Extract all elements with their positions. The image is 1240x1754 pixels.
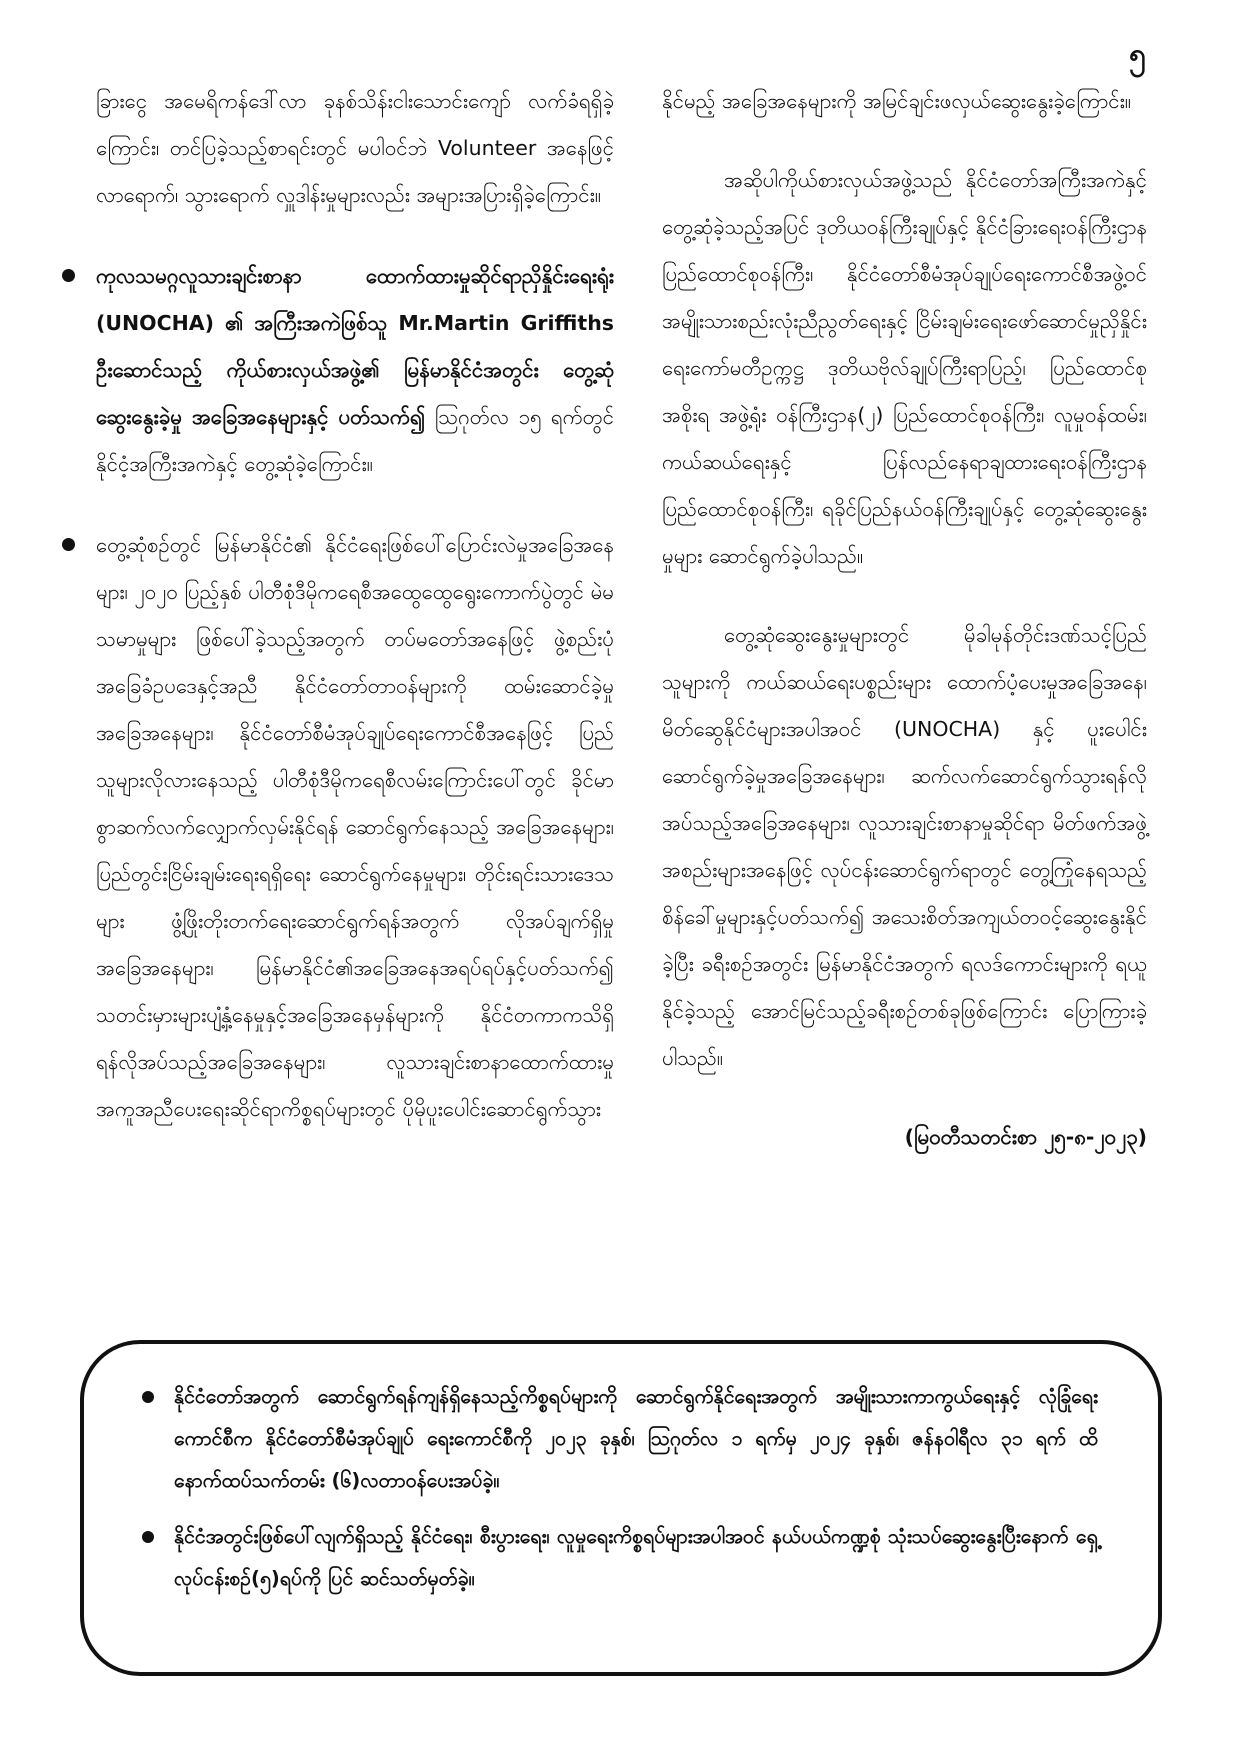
summary-list (84, 1344, 1158, 1600)
bullet-text (96, 253, 614, 488)
bullet-bold-text: ကုလသမဂ္ဂလူသားချင်းစာနာ ထောက်ထားမှုဆိုင်ရာညှိနှိုင်းရေးရုံး (UNOCHA) ၏ အကြီးအကဲဖြစ်သူ Mr.Martin Griffiths ဦးဆောင်သည့် ကိုယ်စားလှယ်အဖွဲ့၏ မြန်မာနိုင်ငံအတွင်း တွေ့ဆုံဆွေးနွေးခဲ့မှု အခြေအနေများနှင့် ပတ်သက်၍ (96, 264, 614, 429)
bullet-dot-icon (142, 1391, 154, 1403)
continuation-paragraph: နိုင်မည့် အခြေအနေများကို အမြင်ချင်းဖလှယ်ဆွေးနွေးခဲ့ကြောင်း။ (662, 89, 1132, 113)
source-citation: (မြဝတီသတင်းစာ ၂၅-၈-၂၀၂၃) (904, 1125, 1147, 1149)
discussion-paragraph: တွေ့ဆုံဆွေးနွေးမှုများတွင် မိုခါမုန်တိုင်းဒဏ်သင့်ပြည်သူများကို ကယ်ဆယ်ရေးပစ္စည်းများ ထောက်ပံ့ပေးမှုအခြေအနေ၊ မိတ်ဆွေနိုင်ငံများအပါအဝင် (UNOCHA) နှင့် ပူးပေါင်းဆောင်ရွက်ခဲ့မှုအခြေအနေများ၊ ဆက်လက်ဆောင်ရွက်သွားရန်လိုအပ်သည့်အခြေအနေများ၊ လူသားချင်းစာနာမှုဆိုင်ရာ မိတ်ဖက်အဖွဲ့အစည်းများအနေဖြင့် လုပ်ငန်းဆောင်ရွက်ရာတွင် တွေ့ကြုံနေရသည့် စိန်ခေါ်မှုများနှင့်ပတ်သက်၍ အသေးစိတ်အကျယ်တဝင့်ဆွေးနွေးနိုင်ခဲ့ပြီး ခရီးစဉ်အတွင်း မြန်မာနိုင်ငံအတွက် ရလဒ်ကောင်းများကို ရယူနိုင်ခဲ့သည့် အောင်မြင်သည့်ခရီးစဉ်တစ်ခုဖြစ်ကြောင်း ပြောကြားခဲ့ပါသည်။ (662, 623, 1147, 1070)
bullet-dot-icon (142, 1531, 154, 1543)
intro-paragraph: ခြားငွေ အမေရိကန်ဒေါ်လာ ခုနစ်သိန်းငါးသောင်းကျော် လက်ခံရရှိခဲ့ကြောင်း၊ တင်ပြခဲ့သည့်စာရင်းတွင် မပါဝင်ဘဲ Volunteer အနေဖြင့် လာရောက်၊ သွားရောက် လှူဒါန်းမှုများလည်း အများအပြားရှိခဲ့ကြောင်း။ (96, 89, 614, 207)
summary-item-text: နိုင်ငံတော်အတွက် ဆောင်ရွက်ရန်ကျန်ရှိနေသည့်ကိစ္စရပ်များကို ဆောင်ရွက်နိုင်ရေးအတွက် အမျိုးသားကာကွယ်ရေးနှင့် လုံခြုံရေးကောင်စီက နိုင်ငံတော်စီမံအုပ်ချုပ် ရေးကောင်စီကို ၂၀၂၃ ခုနှစ်၊ ဩဂုတ်လ ၁ ရက်မှ ၂၀၂၄ ခုနှစ်၊ ဇန်နဝါရီလ ၃၁ ရက် ထိ နောက်ထပ်သက်တမ်း (၆)လတာဝန်ပေးအပ်ခဲ့။ (174, 1385, 1098, 1492)
bullet-text: တွေ့ဆုံစဉ်တွင် မြန်မာနိုင်ငံ၏ နိုင်ငံရေးဖြစ်ပေါ်ပြောင်းလဲမှုအခြေအနေများ၊ ၂၀၂၀ ပြည့်နှစ် ပါတီစုံဒီမိုကရေစီအထွေထွေရွေးကောက်ပွဲတွင် မဲမသမာမှုများ ဖြစ်ပေါ်ခဲ့သည့်အတွက် တပ်မတော်အနေဖြင့် ဖွဲ့စည်းပုံအခြေခံဥပဒေနှင့်အညီ နိုင်ငံတော်တာဝန်များကို ထမ်းဆောင်ခဲ့မှုအခြေအနေများ၊ နိုင်ငံတော်စီမံအုပ်ချုပ်ရေးကောင်စီအနေဖြင့် ပြည်သူများလိုလားနေသည့် ပါတီစုံဒီမိုကရေစီလမ်းကြောင်းပေါ်တွင် ခိုင်မာစွာဆက်လက်လျှောက်လှမ်းနိုင်ရန် ဆောင်ရွက်နေသည့် အခြေအနေများ၊ ပြည်တွင်းငြိမ်းချမ်းရေးရရှိရေး ဆောင်ရွက်နေမှုများ၊ တိုင်းရင်းသားဒေသများ ဖွံ့ဖြိုးတိုးတက်ရေးဆောင်ရွက်ရန်အတွက် လိုအပ်ချက်ရှိမှု အခြေအနေများ၊ မြန်မာနိုင်ငံ၏အခြေအနေအရပ်ရပ်နှင့်ပတ်သက်၍ သတင်းမှားများပျံ့နှံ့နေမှုနှင့်အခြေအနေမှန်များကို နိုင်ငံတကာကသိရှိရန်လိုအပ်သည့်အခြေအနေများ၊ လူသားချင်းစာနာထောက်ထားမှု အကူအညီပေးရေးဆိုင်ရာကိစ္စရပ်များတွင် ပိုမိုပူးပေါင်းဆောင်ရွက်သွား (96, 533, 614, 1121)
page-number: ၅ (1129, 37, 1146, 72)
summary-box (80, 1340, 1162, 1676)
summary-item-text: နိုင်ငံအတွင်းဖြစ်ပေါ်လျက်ရှိသည့် နိုင်ငံရေး၊ စီးပွားရေး၊ လူမှုရေးကိစ္စရပ်များအပါအဝင် နယ်ပယ်ကဏ္ဍစုံ သုံးသပ်ဆွေးနွေးပြီးနောက် ရှေ့လုပ်ငန်းစဉ်(၅)ရပ်ကို ပြင် ဆင်သတ်မှတ်ခဲ့။ (174, 1525, 1098, 1590)
right-column (662, 78, 1147, 1161)
summary-item-term-extension (174, 1376, 1098, 1502)
bullet-item-meeting (96, 522, 614, 1133)
bullet-dot-icon (62, 538, 75, 551)
bullet-item-unocha (96, 253, 614, 488)
bullet-rest-text: ဩဂုတ်လ ၁၅ ရက်တွင် နိုင်ငံ့အကြီးအကဲနှင့် တွေ့ဆုံခဲ့ကြောင်း။ (96, 405, 614, 476)
left-column (96, 78, 614, 1133)
bullet-dot-icon (62, 269, 75, 282)
delegation-paragraph: အဆိုပါကိုယ်စားလှယ်အဖွဲ့သည် နိုင်ငံတော်အကြီးအကဲနှင့်တွေ့ဆုံခဲ့သည့်အပြင် ဒုတိယဝန်ကြီးချုပ်နှင့် နိုင်ငံခြားရေးဝန်ကြီးဌာန ပြည်ထောင်စုဝန်ကြီး၊ နိုင်ငံတော်စီမံအုပ်ချုပ်ရေးကောင်စီအဖွဲ့ဝင် အမျိုးသားစည်းလုံးညီညွတ်ရေးနှင့် ငြိမ်းချမ်းရေးဖော်ဆောင်မှုညှိနှိုင်းရေးကော်မတီဥက္ကဋ္ဌ ဒုတိယဗိုလ်ချုပ်ကြီးရာပြည့်၊ ပြည်ထောင်စုအစိုးရ အဖွဲ့ရုံး ဝန်ကြီးဌာန(၂) ပြည်ထောင်စုဝန်ကြီး၊ လူမှုဝန်ထမ်း၊ ကယ်ဆယ်ရေးနှင့် ပြန်လည်နေရာချထားရေးဝန်ကြီးဌာန ပြည်ထောင်စုဝန်ကြီး၊ ရခိုင်ပြည်နယ်ဝန်ကြီးချုပ်နှင့် တွေ့ဆုံဆွေးနွေးမှုများ ဆောင်ရွက်ခဲ့ပါသည်။ (662, 168, 1147, 568)
summary-item-roadmap (174, 1516, 1098, 1600)
